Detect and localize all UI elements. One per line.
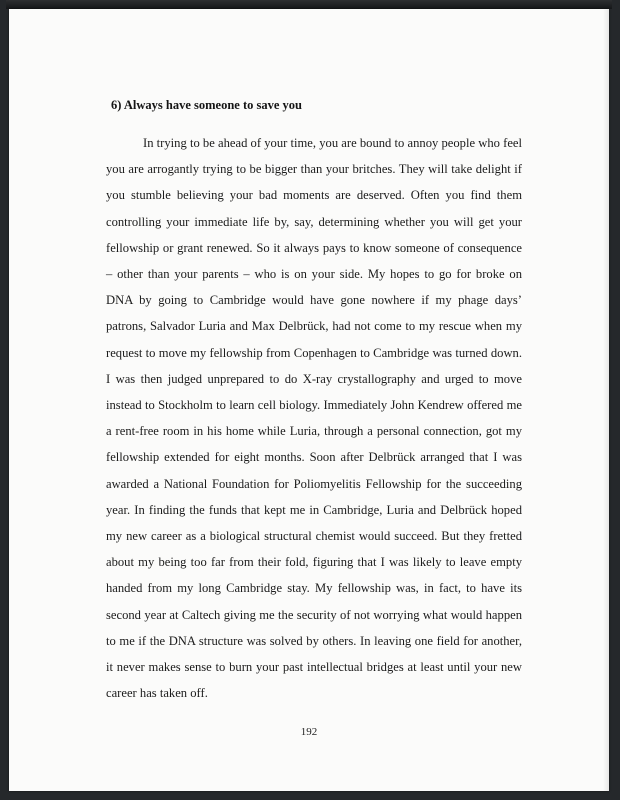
section-heading: 6) Always have someone to save you <box>111 98 302 112</box>
document-page <box>9 9 609 791</box>
page-shadow <box>603 9 609 791</box>
page-number: 192 <box>300 726 318 738</box>
body-paragraph: In trying to be ahead of your time, you are bound to annoy people who feel you are arrogantly trying to be bigger than your britches. They will take delight if you stumble believing your bad moments are deserved. Often you find them controlling your immediate life by, say, determining whether you will get your fellowship or grant renewed. So it always pays to know someone of consequence – other than your parents – who is on your side. My hopes to go for broke on DNA by going to Cambridge would have gone nowhere if my phage days’ patrons, Salvador Luria and Max Delbrück, had not come to my rescue when my request to move my fellowship from Copenhagen to Cambridge was turned down. I was then judged unprepared to do X-ray crystallography and urged to move instead to Stockholm to learn cell biology. Immediately John Kendrew offered me a rent-free room in his home while Luria, through a personal connection, got my fellowship extended for eight months. Soon after Delbrück arranged that I was awarded a National Foundation for Poliomyelitis Fellowship for the succeeding year. In finding the funds that kept me in Cambridge, Luria and Delbrück hoped my new career as a biological structural chemist would succeed. But they fretted about my being too far from their fold, figuring that I was likely to leave empty handed from my long Cambridge stay. My fellowship was, in fact, to have its second year at Caltech giving me the security of not worrying what would happen to me if the DNA structure was solved by others. In leaving one field for another, it never makes sense to burn your past intellectual bridges at least until your new career has taken off. <box>106 136 522 701</box>
scanner-edge <box>6 0 612 9</box>
